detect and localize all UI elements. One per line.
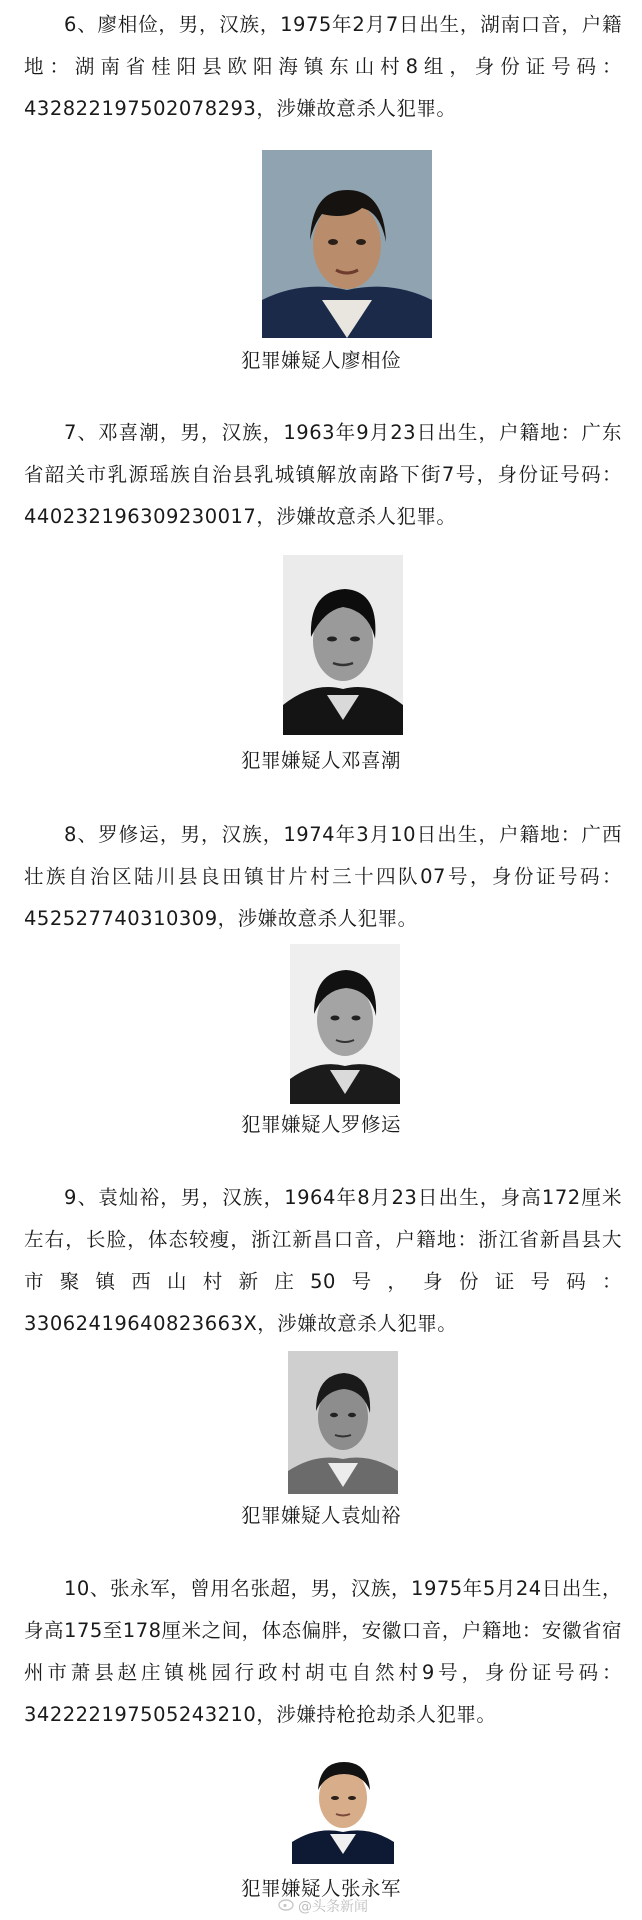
- suspect-7-description: 7、邓喜潮，男，汉族，1963年9月23日出生，户籍地：广东省韶关市乳源瑶族自治县乳城镇解放南路下街7号，身份证号码：440232196309230017，涉嫌故意杀人犯罪。: [24, 421, 622, 528]
- suspect-9-caption: 犯罪嫌疑人袁灿裕: [240, 1504, 401, 1527]
- suspect-6-description: 6、廖相俭，男，汉族，1975年2月7日出生，湖南口音，户籍地：湖南省桂阳县欧阳海镇东山村8组，身份证号码：432822197502078293，涉嫌故意杀人犯罪。: [24, 13, 622, 120]
- suspect-10-photo: [292, 1744, 394, 1864]
- suspect-8-description: 8、罗修运，男，汉族，1974年3月10日出生，户籍地：广西壮族自治区陆川县良田镇甘片村三十四队07号，身份证号码：452527740310309，涉嫌故意杀人犯罪。: [24, 823, 622, 930]
- suspect-9-description: 9、袁灿裕，男，汉族，1964年8月23日出生，身高172厘米左右，长脸，体态较瘦，浙江新昌口音，户籍地：浙江省新昌县大市聚镇西山村新庄50号，身份证号码：33062419640823663X，涉嫌故意杀人犯罪。: [24, 1186, 622, 1335]
- suspect-10-description: 10、张永军，曾用名张超，男，汉族，1975年5月24日出生，身高175至178厘米之间，体态偏胖，安徽口音，户籍地：安徽省宿州市萧县赵庄镇桃园行政村胡屯自然村9号，身份证号码：342222197505243210，涉嫌持枪抢劫杀人犯罪。: [24, 1577, 622, 1726]
- suspect-9-photo: [288, 1351, 398, 1494]
- watermark-text: @头条新闻: [298, 1899, 368, 1915]
- suspect-6-photo: [262, 150, 432, 338]
- suspect-8-photo: [290, 944, 400, 1104]
- suspect-10-caption: 犯罪嫌疑人张永军: [240, 1877, 401, 1900]
- suspect-6-caption: 犯罪嫌疑人廖相俭: [240, 349, 401, 372]
- suspect-7-caption: 犯罪嫌疑人邓喜潮: [240, 749, 401, 772]
- suspect-7-photo: [283, 555, 403, 735]
- weibo-logo-icon: [278, 1897, 294, 1915]
- watermark: [278, 1896, 368, 1916]
- suspect-8-caption: 犯罪嫌疑人罗修运: [240, 1113, 401, 1136]
